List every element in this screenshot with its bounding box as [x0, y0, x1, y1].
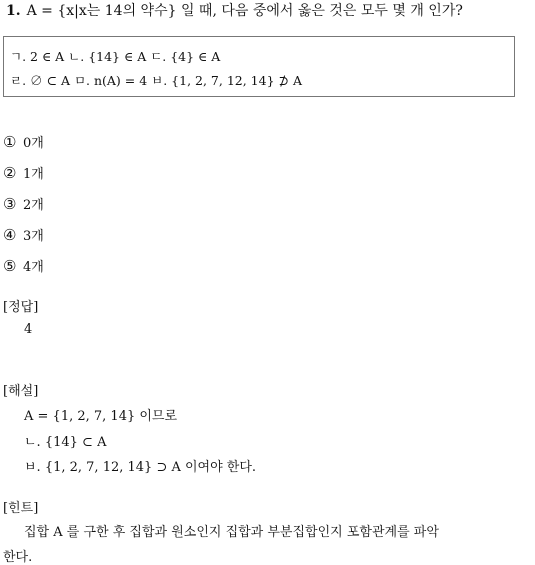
- choice-1-mark: ①: [3, 133, 17, 151]
- choice-2-label: 1개: [23, 167, 44, 182]
- hint-line-2: 한다.: [3, 550, 33, 565]
- choice-4-label: 3개: [23, 229, 44, 244]
- explanation-line-1: A = {1, 2, 7, 14} 이므로: [24, 409, 178, 424]
- explanation-line-3: ㅂ. {1, 2, 7, 12, 14} ⊃ A 이여야 한다.: [24, 460, 257, 475]
- choice-3-label: 2개: [23, 198, 44, 213]
- answer-label: [정답]: [3, 300, 39, 315]
- answer-value: 4: [24, 322, 33, 337]
- condition-line-1: ㄱ. 2 ∈ A ㄴ. {14} ∈ A ㄷ. {4} ∈ A: [10, 49, 221, 64]
- hint-line-1: 집합 A 를 구한 후 집합과 원소인지 집합과 부분집합인지 포함관계를 파악: [24, 525, 439, 540]
- question-text: A = {x|x는 14의 약수} 일 때, 다음 중에서 옳은 것은 모두 몇 개 인가?: [26, 3, 463, 19]
- choice-5[interactable]: [3, 256, 44, 275]
- explanation-label: [해설]: [3, 384, 39, 399]
- hint-label: [힌트]: [3, 501, 39, 516]
- question-number: 1.: [6, 3, 21, 19]
- choice-3[interactable]: [3, 194, 44, 213]
- explanation-line-2: ㄴ. {14} ⊂ A: [24, 435, 107, 450]
- choice-4-mark: ④: [3, 226, 17, 244]
- choice-4[interactable]: [3, 225, 44, 244]
- choice-1[interactable]: [3, 132, 44, 151]
- choice-2-mark: ②: [3, 164, 17, 182]
- choice-5-mark: ⑤: [3, 257, 17, 275]
- choice-5-label: 4개: [23, 260, 44, 275]
- condition-box: [3, 36, 515, 97]
- question-stem: [6, 0, 463, 20]
- choice-3-mark: ③: [3, 195, 17, 213]
- condition-line-2: ㄹ. ∅ ⊂ A ㅁ. n(A) = 4 ㅂ. {1, 2, 7, 12, 14} ⊅ A: [10, 73, 302, 88]
- choice-2[interactable]: [3, 163, 44, 182]
- choice-1-label: 0개: [23, 136, 44, 151]
